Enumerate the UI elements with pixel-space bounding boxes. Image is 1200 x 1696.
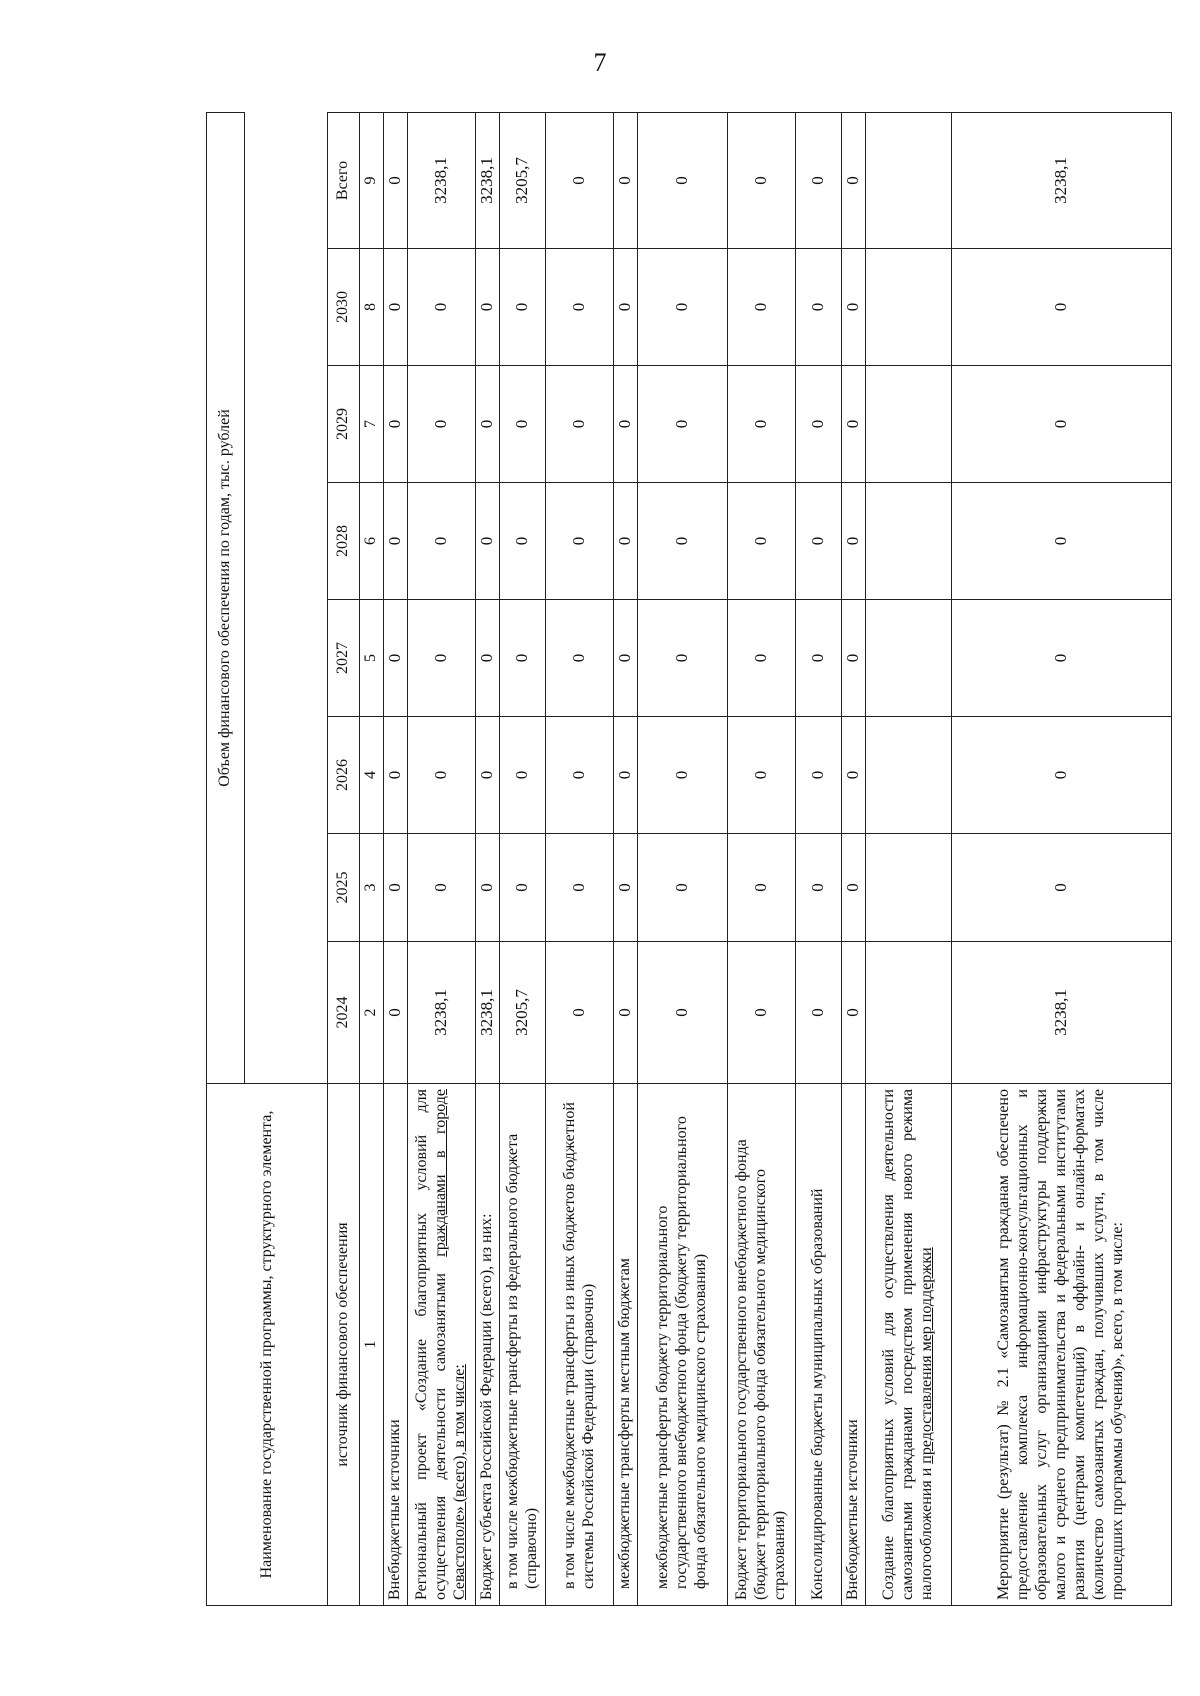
- row-value: 0: [952, 600, 1172, 717]
- row-name-part: Региональный проект «Создание благоприятных условий для осуществления деятельности самозанятыми: [413, 1089, 450, 1600]
- row-value: 0: [500, 249, 546, 366]
- row-value: 0: [476, 366, 500, 483]
- row-value: 0: [500, 483, 546, 600]
- row-value: 0: [500, 717, 546, 834]
- row-value: 0: [408, 834, 476, 942]
- row-value: 0: [408, 483, 476, 600]
- page-number: 7: [593, 48, 607, 77]
- row-value: 0: [842, 483, 866, 600]
- row-value: 0: [796, 717, 842, 834]
- row-name-part: гражданами в городе Севастополе» (всего), в том числе:: [432, 1089, 468, 1600]
- row-value: 0: [796, 942, 842, 1084]
- row-value: 0: [614, 483, 638, 600]
- regional-project-name: [408, 1084, 476, 1606]
- row-name: Бюджет территориального государственного внебюджетного фонда (бюджет территориального фонда обязательного медицинского страхования): [728, 1084, 796, 1606]
- row-name: межбюджетные трансферты бюджету территориального государственного внебюджетного фонда (бюджету территориального фонда обязательного медицинского страхования): [638, 1084, 728, 1606]
- col-number: 4: [360, 717, 384, 834]
- row-value: 0: [842, 834, 866, 942]
- row-value-empty: [866, 600, 952, 717]
- header-year: 2026: [328, 717, 360, 834]
- row-value: 0: [384, 366, 408, 483]
- col-number: 9: [360, 112, 384, 248]
- row-value: 0: [638, 600, 728, 717]
- row-value: 0: [500, 366, 546, 483]
- header-total: Всего: [328, 112, 360, 248]
- row-value-empty: [866, 834, 952, 942]
- header-name-top: Наименование государственной программы, структурного элемента,: [257, 1110, 275, 1579]
- row-value: 0: [614, 942, 638, 1084]
- row-value: 0: [614, 717, 638, 834]
- table-row: [638, 112, 728, 1605]
- row-value: 0: [500, 600, 546, 717]
- row-value: 0: [728, 717, 796, 834]
- row-value: 0: [614, 834, 638, 942]
- row-value: 0: [546, 717, 614, 834]
- row-value: 0: [384, 942, 408, 1084]
- row-value-empty: [866, 942, 952, 1084]
- row-value: 0: [408, 249, 476, 366]
- row-value: 0: [728, 834, 796, 942]
- row-value-empty: [866, 366, 952, 483]
- row-name: в том числе межбюджетные трансферты из иных бюджетов бюджетной системы Российской Федерации (справочно): [546, 1084, 614, 1606]
- row-total: 3205,7: [500, 112, 546, 248]
- row-value: 0: [546, 834, 614, 942]
- row-total: 0: [614, 112, 638, 248]
- row-value: 0: [614, 600, 638, 717]
- header-year: 2027: [328, 600, 360, 717]
- row-total: 0: [796, 112, 842, 248]
- row-name: Бюджет субъекта Российской Федерации (всего), из них:: [476, 1084, 500, 1606]
- row-value: 0: [408, 600, 476, 717]
- row-name-part: предоставления мер поддержки: [917, 1247, 935, 1464]
- row-value: 0: [408, 366, 476, 483]
- row-value: 0: [546, 942, 614, 1084]
- row-value: 0: [476, 483, 500, 600]
- row-value: 0: [952, 483, 1172, 600]
- row-value: 0: [614, 249, 638, 366]
- row-value: 0: [796, 483, 842, 600]
- row-name: Внебюджетные источники: [842, 1084, 866, 1606]
- row-value: 0: [638, 942, 728, 1084]
- row-value: 0: [638, 717, 728, 834]
- row-value: 0: [384, 600, 408, 717]
- row-value: 0: [614, 366, 638, 483]
- table-row: [952, 112, 1172, 1605]
- table-row: [866, 112, 952, 1605]
- header-year: 2025: [328, 834, 360, 942]
- table-row: [408, 112, 476, 1605]
- row-value: 0: [408, 717, 476, 834]
- row-value: 0: [728, 483, 796, 600]
- row-value: 0: [952, 366, 1172, 483]
- row-value: 0: [384, 483, 408, 600]
- row-value: 0: [952, 717, 1172, 834]
- row-value: 3205,7: [500, 942, 546, 1084]
- table-row: [384, 112, 408, 1605]
- row-total: 0: [384, 112, 408, 248]
- row-total: 3238,1: [476, 112, 500, 248]
- row-name: межбюджетные трансферты местным бюджетам: [614, 1084, 638, 1606]
- header-name-cell: [207, 1084, 328, 1606]
- row-value: 0: [476, 600, 500, 717]
- col-number: 7: [360, 366, 384, 483]
- row-value: 0: [728, 249, 796, 366]
- header-group-title: Объем финансового обеспечения по годам, тыс. рублей: [207, 112, 245, 1083]
- row-value: 3238,1: [408, 942, 476, 1084]
- header-year: 2028: [328, 483, 360, 600]
- row-value: 3238,1: [476, 942, 500, 1084]
- row-value-empty: [866, 249, 952, 366]
- row-value: 0: [728, 942, 796, 1084]
- row-name-part: Создание благоприятных условий для осуществления деятельности самозанятыми гражданами посредством применения нового режима налогообложения и: [880, 1089, 935, 1600]
- row-value: 0: [500, 834, 546, 942]
- row-value: 0: [796, 249, 842, 366]
- row-value: 0: [796, 366, 842, 483]
- row-value: 0: [638, 249, 728, 366]
- col-number: 3: [360, 834, 384, 942]
- table-row: [842, 112, 866, 1605]
- row-value: 0: [476, 834, 500, 942]
- col-number: 1: [360, 1084, 384, 1606]
- row-value: 0: [796, 600, 842, 717]
- financing-table: [206, 112, 1172, 1606]
- row-value: 0: [638, 483, 728, 600]
- row-value: 0: [638, 834, 728, 942]
- header-year: 2024: [328, 942, 360, 1084]
- col-number: 6: [360, 483, 384, 600]
- row-value: 0: [728, 366, 796, 483]
- row-value: 0: [952, 249, 1172, 366]
- table-row: [728, 112, 796, 1605]
- row-value: 0: [546, 600, 614, 717]
- table-row: [546, 112, 614, 1605]
- table-row: [614, 112, 638, 1605]
- row-value: 0: [638, 366, 728, 483]
- row-total: 0: [728, 112, 796, 248]
- row-name: в том числе межбюджетные трансферты из федерального бюджета (справочно): [500, 1084, 546, 1606]
- row-name: Консолидированные бюджеты муниципальных образований: [796, 1084, 842, 1606]
- row-value: 0: [728, 600, 796, 717]
- section-heading: [866, 1084, 952, 1606]
- row-value: 0: [952, 834, 1172, 942]
- row-value: 0: [476, 249, 500, 366]
- col-number: 8: [360, 249, 384, 366]
- row-value: 0: [546, 249, 614, 366]
- row-total: 3238,1: [408, 112, 476, 248]
- measure-name: Мероприятие (результат) № 2.1 «Самозанятым гражданам обеспечено предоставление комплекса информационно-консультационных и образовательных услуг организациями инфраструктуры поддержки малого и среднего предпринимательства и федеральными институтами развития (центрами компетенций) в оффлайн- и онлайн-форматах (количество самозанятых граждан, получивших услуги, в том числе прошедших программы обучения)», всего, в том числе:: [952, 1084, 1172, 1606]
- rotated-table-area: [206, 113, 1172, 1606]
- row-value: 3238,1: [952, 942, 1172, 1084]
- row-name: Внебюджетные источники: [384, 1084, 408, 1606]
- row-value: 0: [384, 717, 408, 834]
- table-row: [796, 112, 842, 1605]
- column-number-row: [360, 112, 384, 1605]
- row-total-empty: [866, 112, 952, 248]
- row-value: 0: [546, 366, 614, 483]
- header-name-bottom: источник финансового обеспечения: [328, 1084, 360, 1606]
- row-value: 0: [384, 834, 408, 942]
- row-value: 0: [842, 717, 866, 834]
- header-year: 2030: [328, 249, 360, 366]
- header-year: 2029: [328, 366, 360, 483]
- table-row: [476, 112, 500, 1605]
- table-row: [500, 112, 546, 1605]
- row-total: 0: [842, 112, 866, 248]
- row-value: 0: [476, 717, 500, 834]
- rotated-table-wrapper: [206, 113, 1172, 1606]
- row-value: 0: [796, 834, 842, 942]
- col-number: 5: [360, 600, 384, 717]
- row-value-empty: [866, 483, 952, 600]
- row-value: 0: [842, 600, 866, 717]
- row-total: 0: [546, 112, 614, 248]
- row-value: 0: [546, 483, 614, 600]
- row-value: 0: [384, 249, 408, 366]
- row-total: 3238,1: [952, 112, 1172, 248]
- row-value-empty: [866, 717, 952, 834]
- col-number: 2: [360, 942, 384, 1084]
- row-total: 0: [638, 112, 728, 248]
- row-value: 0: [842, 366, 866, 483]
- row-value: 0: [842, 942, 866, 1084]
- row-value: 0: [842, 249, 866, 366]
